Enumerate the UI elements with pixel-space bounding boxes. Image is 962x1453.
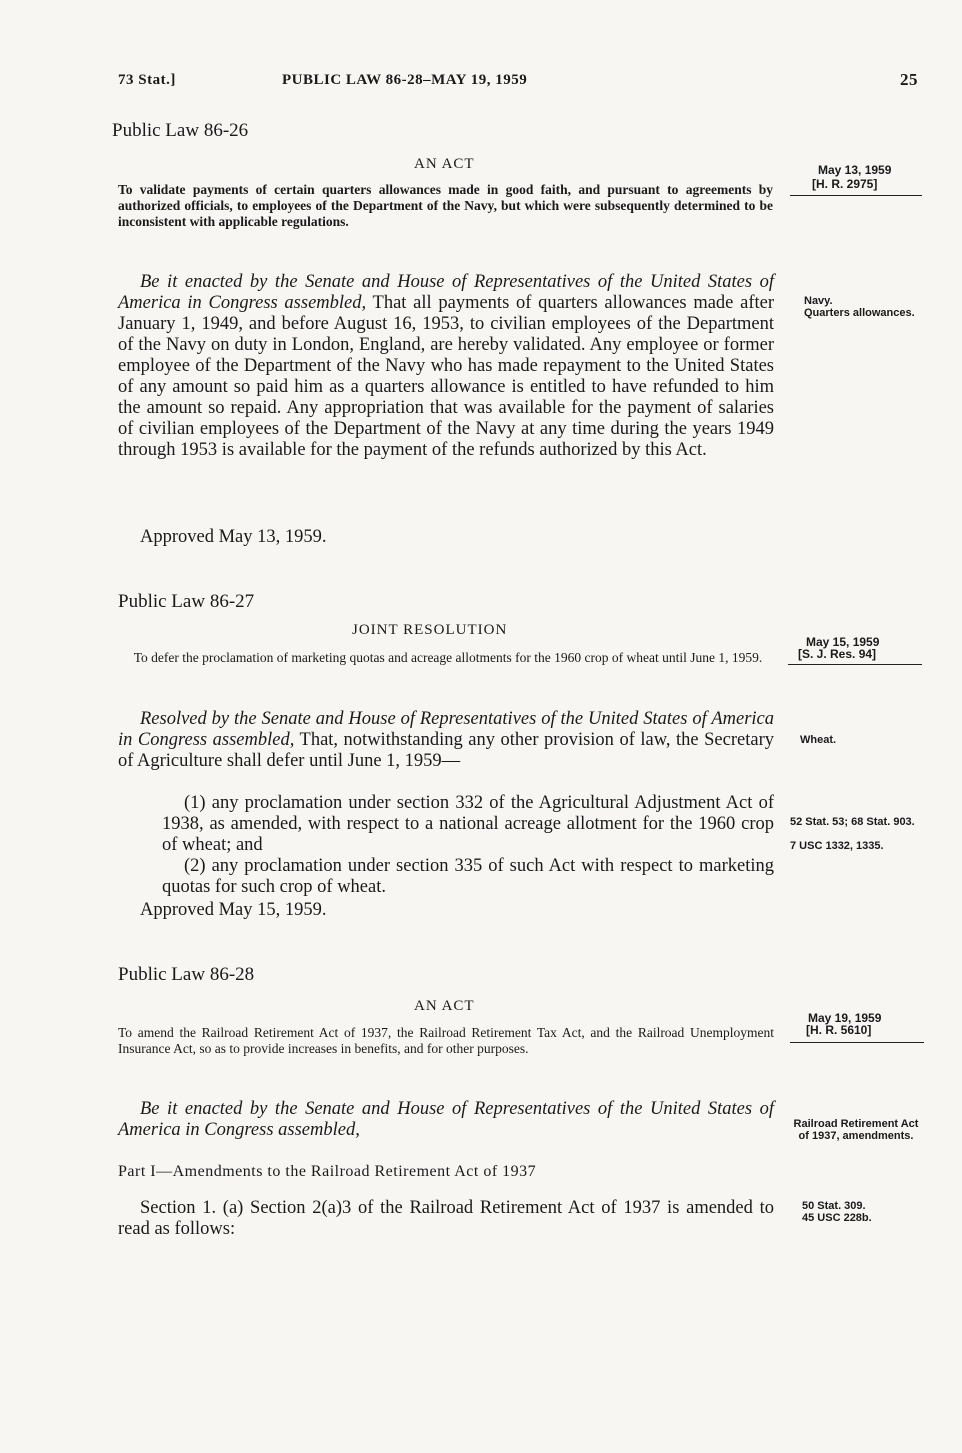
resolution-heading: JOINT RESOLUTION <box>352 622 508 638</box>
enacting-text: That all payments of quarters allowances made after January 1, 1949, and before August 16, 1953, to civilian employees of the Department of the Navy on duty in London, England, are hereby validated. Any employee or former employee of the Department of the Navy who has made repayment to the United States of any amount so paid him as a quarters allowance is entitled to have refunded to him the amount so repaid. Any appropriation that was available for the payment of salaries of civilian employees of the Department of the Navy at any time during the years 1949 through 1953 is available for the payment of the refunds authorized by this Act. <box>118 293 774 460</box>
margin-citation-usc-3: 45 USC 228b. <box>802 1212 872 1224</box>
margin-citation-stat-3: 50 Stat. 309. <box>802 1200 866 1212</box>
margin-citation-usc: 7 USC 1332, 1335. <box>790 840 884 852</box>
margin-note-quarters: Quarters allowances. <box>804 307 915 319</box>
resolution-date: May 15, 1959 <box>806 635 880 649</box>
approval-line-2: Approved May 15, 1959. <box>140 900 327 920</box>
resolving-text: That, notwithstanding any other provision of law, the Secretary of Agriculture shall defer until June 1, 1959— <box>118 730 774 771</box>
bill-number: [H. R. 2975] <box>812 177 878 191</box>
resolution-item-2 <box>162 856 774 898</box>
margin-note-wheat: Wheat. <box>800 734 837 746</box>
bill-number-3: [H. R. 5610] <box>806 1023 872 1037</box>
margin-citation-stat: 52 Stat. 53; 68 Stat. 903. <box>790 816 915 828</box>
approval-line: Approved May 13, 1959. <box>140 527 327 547</box>
resolution-number: [S. J. Res. 94] <box>798 647 877 661</box>
resolving-formula: Resolved by the Senate and House of Representatives of the United States of America in Congress assembled, <box>118 709 774 750</box>
law-label-86-26: Public Law 86-26 <box>112 120 249 141</box>
item-2-text: (2) any proclamation under section 335 of such Act with respect to marketing quotas for such crop of wheat. <box>162 856 774 897</box>
enacting-formula-3: Be it enacted by the Senate and House of Representatives of the United States of America in Congress assembled, <box>118 1099 774 1140</box>
enacting-clause-3 <box>118 1099 774 1141</box>
law-label-86-27: Public Law 86-27 <box>118 591 255 612</box>
running-head-volume: 73 Stat.] <box>118 72 176 88</box>
enacting-formula: Be it enacted by the Senate and House of Representatives of the United States of America in Congress assembled, <box>118 272 774 313</box>
section-1: Section 1. (a) Section 2(a)3 of the Railroad Retirement Act of 1937 is amended to read as follows: <box>118 1198 774 1239</box>
act-purpose: To validate payments of certain quarters allowances made in good faith, and pursuant to agreements by authorized officials, to employees of the Department of the Navy, but which were subsequently determined to be inconsistent with applicable regulations. <box>118 182 773 229</box>
resolution-purpose: To defer the proclamation of marketing quotas and acreage allotments for the 1960 crop of wheat until June 1, 1959. <box>133 650 763 665</box>
law-label-86-28: Public Law 86-28 <box>118 964 255 985</box>
enactment-date: May 13, 1959 <box>818 163 892 177</box>
resolution-item-1 <box>162 793 774 856</box>
act-heading-3: AN ACT <box>414 998 475 1014</box>
item-1-text: (1) any proclamation under section 332 of the Agricultural Adjustment Act of 1938, as amended, with respect to a national acreage allotment for the 1960 crop of wheat; and <box>162 793 774 855</box>
page-number: 25 <box>900 70 918 89</box>
act-purpose-3: To amend the Railroad Retirement Act of 1937, the Railroad Retirement Tax Act, and the Railroad Unemployment Insurance Act, so as to provide increases in benefits, and for other purposes. <box>118 1025 774 1056</box>
part-heading: Part I—Amendments to the Railroad Retirement Act of 1937 <box>118 1163 537 1180</box>
running-head-title: PUBLIC LAW 86-28–MAY 19, 1959 <box>282 72 528 88</box>
enactment-date-3: May 19, 1959 <box>808 1011 882 1025</box>
resolving-clause <box>118 709 774 772</box>
enacting-clause <box>118 272 774 461</box>
margin-note-navy: Navy. <box>804 295 833 307</box>
margin-note-railroad: Railroad Retirement Act of 1937, amendments. <box>793 1118 919 1142</box>
act-heading: AN ACT <box>414 156 475 172</box>
